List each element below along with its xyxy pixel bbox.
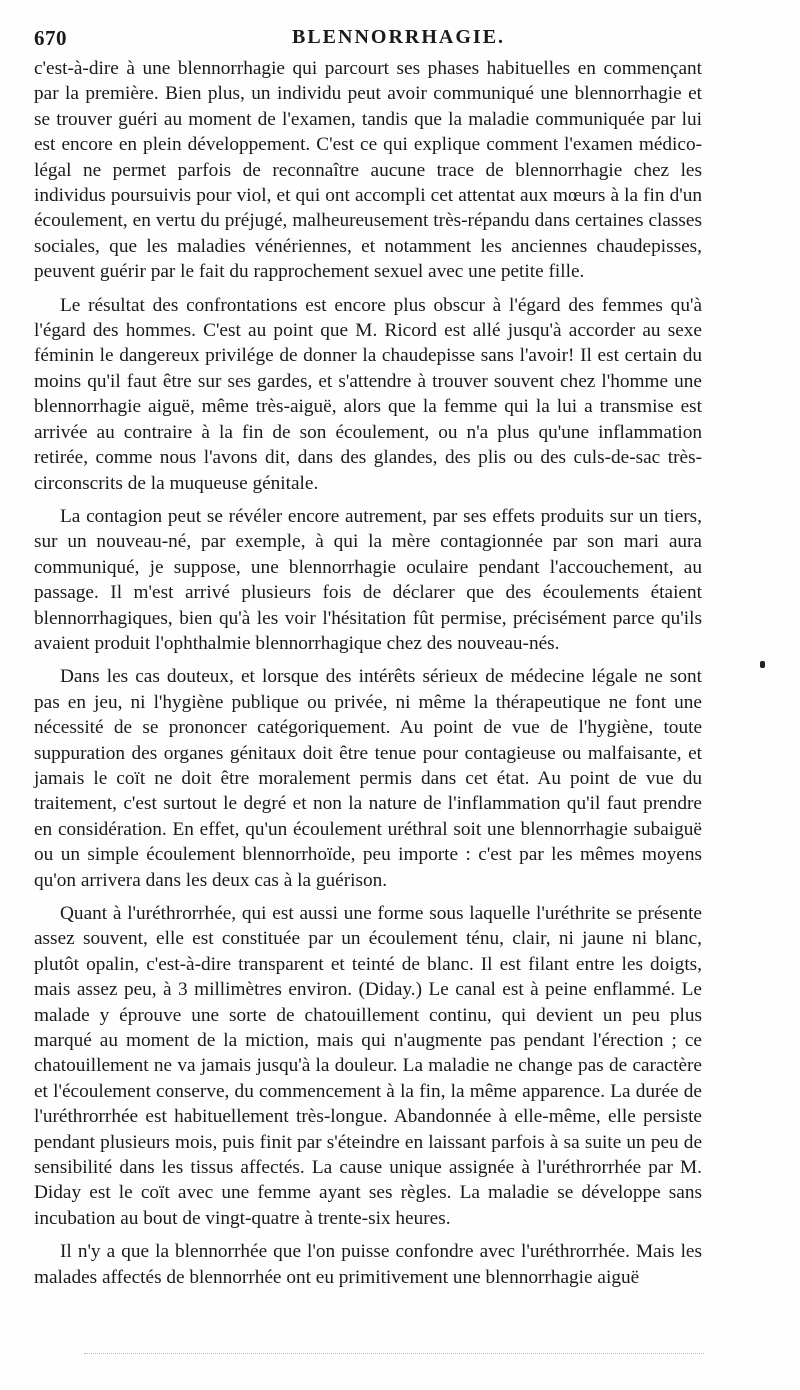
paragraph-contagion: La contagion peut se révéler encore autrement, par ses effets produits sur un tiers, sur un nouveau-né, par exemple, à qui la mère contagionnée par son mari aura communiqué, je suppose, une blennorrhagie oculaire pendant l'accouchement, au passage. Il m'est arrivé plusieurs fois de déclarer que des écoulements étaient blennorrhagiques, bien qu'à les voir l'hésitation fût permise, précisément parce qu'ils avaient produit l'ophthalmie blennorrhagique chez des nouveau-nés. xyxy=(34,505,702,654)
margin-ink-mark xyxy=(760,661,765,668)
running-head xyxy=(34,26,702,56)
running-title: BLENNORRHAGIE. xyxy=(292,26,506,48)
paragraph-blennorrhea: Il n'y a que la blennorrhée que l'on puisse confondre avec l'uréthrorrhée. Mais les malades affectés de blennorrhée ont eu primitivement une blennorrhagie aiguë xyxy=(34,1241,702,1288)
body-text xyxy=(34,56,702,1298)
paragraph-confrontations: Le résultat des confrontations est encore plus obscur à l'égard des femmes qu'à l'égard des hommes. C'est au point que M. Ricord est allé jusqu'à accorder au sexe féminin le dangereux privilége de donner la chaudepisse sans l'avoir! Il est certain du moins qu'il faut être sur ses gardes, et s'attendre à trouver souvent chez l'homme une blennorrhagie aiguë, même très-aiguë, alors que la femme qui la lui a transmise est arrivée au contraire à la fin de son écoulement, ou n'a plus qu'une inflammation retirée, comme nous l'avons dit, dans des glandes, des plis ou des culs-de-sac très-circonscrits de la muqueuse génitale. xyxy=(34,294,702,494)
paragraph-urethrorrhea: Quant à l'uréthrorrhée, qui est aussi une forme sous laquelle l'uréthrite se présente assez souvent, elle est constituée par un écoulement ténu, clair, ni jaune ni blanc, plutôt opalin, c'est-à-dire transparent et teinté de blanc. Il est filant entre les doigts, mais assez peu, à 3 millimètres environ. (Diday.) Le canal est à peine enflammé. Le malade y éprouve une sorte de chatouillement continu, qui devient un peu plus marqué au moment de la miction, mais qui n'augmente pas pendant l'érection ; ce chatouillement ne va jamais jusqu'à la douleur. La maladie ne change pas de caractère et l'écoulement conserve, du commencement à la fin, la même apparence. La durée de l'uréthrorrhée est habituellement très-longue. Abandonnée à elle-même, elle persiste pendant plusieurs mois, puis finit par s'éteindre en laissant parfois à sa suite un peu de sensibilité dans les tissus affectés. La cause unique assignée à l'uréthrorrhée par M. Diday est le coït avec une femme ayant ses règles. La maladie se développe sans incubation au bout de vingt-quatre à trente-six heures. xyxy=(34,903,702,1229)
paragraph-continuation: c'est-à-dire à une blennorrhagie qui parcourt ses phases habituelles en commençant par la première. Bien plus, un individu peut avoir communiqué une blennorrhagie et se trouver guéri au moment de l'examen, tandis que la maladie communiquée par lui est encore en plein développement. C'est ce qui explique comment l'examen médico-légal ne permet parfois de reconnaître aucune trace de blennorrhagie chez les individus poursuivis pour viol, et qui ont accompli cet attentat aux mœurs à la fin d'un écoulement, en vertu du préjugé, malheureusement très-répandu dans certaines classes sociales, que les maladies vénériennes, et notamment les anciennes chaudepisses, peuvent guérir par le fait du rapprochement sexuel avec une petite fille. xyxy=(34,58,702,283)
paragraph-doubtful-cases: Dans les cas douteux, et lorsque des intérêts sérieux de médecine légale ne sont pas en jeu, ni l'hygiène publique ou privée, ni même la thérapeutique ne font une nécessité de se prononcer catégoriquement. Au point de vue de l'hygiène, toute suppuration des organes génitaux doit être tenue pour contagieuse ou malfaisante, et jamais le coït ne doit être moralement permis dans cet état. Au point de vue du traitement, c'est surtout le degré et non la nature de l'inflammation qu'il faut prendre en considération. En effet, qu'un écoulement uréthral soit une blennorrhagie subaiguë ou un simple écoulement blennorrhoïde, peu importe : c'est par les mêmes moyens qu'on arrivera dans les deux cas à la guérison. xyxy=(34,666,702,891)
page-number: 670 xyxy=(34,26,67,50)
footer-scan-artifact xyxy=(84,1353,704,1357)
